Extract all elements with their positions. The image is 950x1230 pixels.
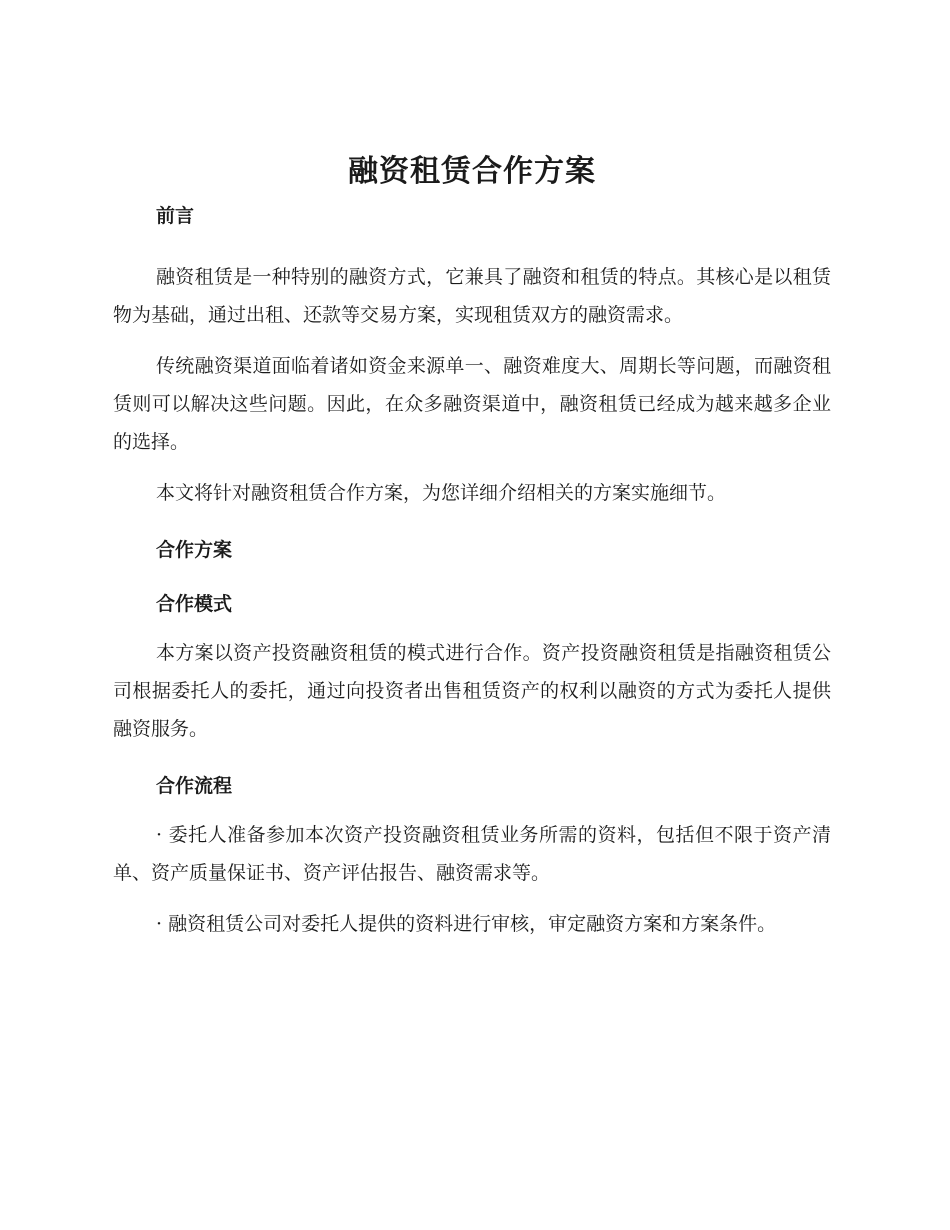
heading-preface: 前言 bbox=[156, 205, 195, 227]
list-item-process-2: · 融资租赁公司对委托人提供的资料进行审核，审定融资方案和方案条件。 bbox=[156, 913, 777, 935]
document-title: 融资租赁合作方案 bbox=[348, 154, 596, 189]
list-item-process-1: · 委托人准备参加本次资产投资融资租赁业务所需的资料，包括但不限于资产清单、资产质量保证书、资产评估报告、融资需求等。 bbox=[113, 824, 831, 884]
paragraph-preface-1: 融资租赁是一种特别的融资方式，它兼具了融资和租赁的特点。其核心是以租赁物为基础，通过出租、还款等交易方案，实现租赁双方的融资需求。 bbox=[113, 266, 831, 326]
paragraph-preface-3: 本文将针对融资租赁合作方案，为您详细介绍相关的方案实施细节。 bbox=[156, 482, 727, 504]
paragraph-preface-2: 传统融资渠道面临着诸如资金来源单一、融资难度大、周期长等问题，而融资租赁则可以解决这些问题。因此，在众多融资渠道中，融资租赁已经成为越来越多企业的选择。 bbox=[113, 355, 831, 453]
heading-cooperation-plan: 合作方案 bbox=[156, 539, 233, 561]
document-page bbox=[113, 150, 831, 956]
heading-cooperation-mode: 合作模式 bbox=[156, 593, 233, 615]
paragraph-mode-1: 本方案以资产投资融资租赁的模式进行合作。资产投资融资租赁是指融资租赁公司根据委托人的委托，通过向投资者出售租赁资产的权利以融资的方式为委托人提供融资服务。 bbox=[113, 642, 831, 740]
heading-cooperation-process: 合作流程 bbox=[156, 775, 233, 797]
